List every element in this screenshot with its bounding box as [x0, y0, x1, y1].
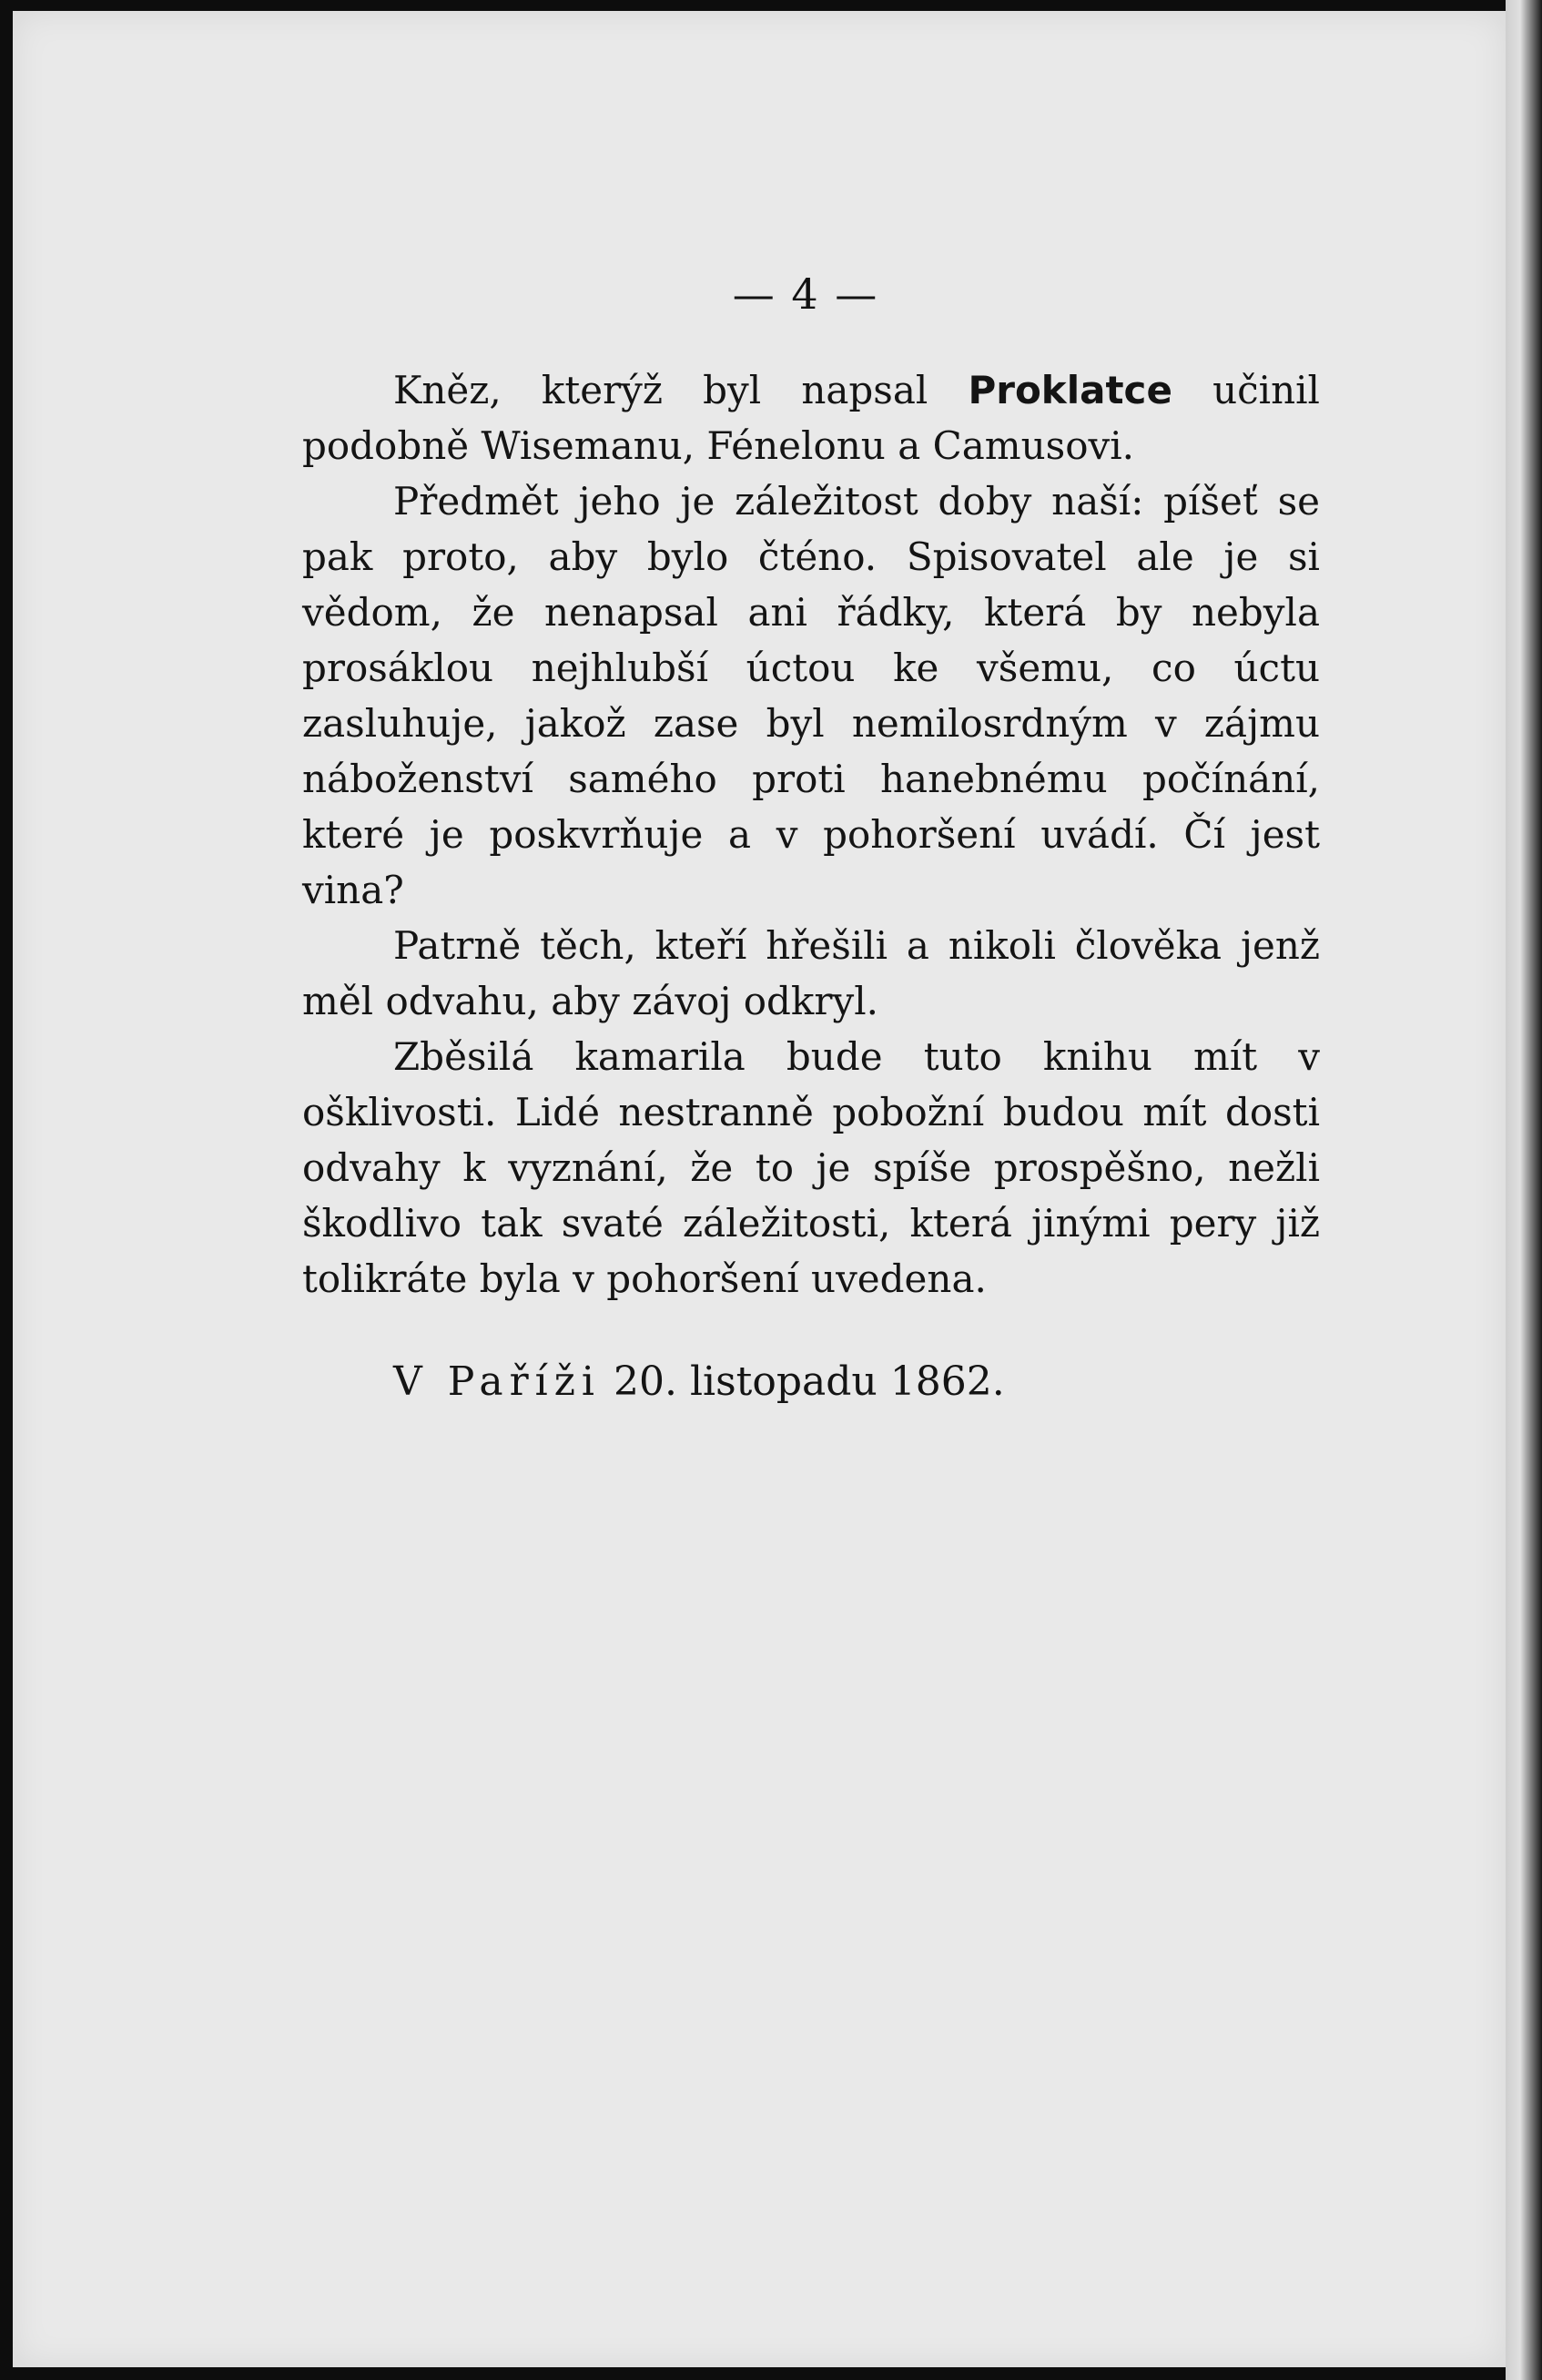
- paragraph-4: [302, 1029, 1320, 1307]
- book-title-proklatce: Proklatce: [968, 368, 1172, 412]
- dateline: [393, 1358, 1005, 1405]
- paragraph-2: [302, 473, 1320, 918]
- dateline-date: 20. listopadu 1862.: [613, 1358, 1005, 1405]
- paragraph-3-text: Patrně těch, kteří hřešili a nikoli člověka jenž měl odvahu, aby závoj odkryl.: [302, 923, 1320, 1023]
- body-text: [302, 362, 1320, 1307]
- page-binding-edge: [1506, 0, 1542, 2380]
- paragraph-2-text: Předmět jeho je záležitost doby naší: píšeť se pak proto, aby bylo čténo. Spisovatel ale je si vědom, že nenapsal ani řádky, která by nebyla prosáklou nejhlubší úctou ke všemu, co úctu zasluhuje, jakož zase byl nemilosrdným v zájmu náboženství samého proti hanebnému počínání, které je poskvrňuje a v pohoršení uvádí. Čí jest vina?: [302, 479, 1320, 912]
- dateline-place: V Paříži: [393, 1358, 601, 1405]
- paragraph-4-text: Zběsilá kamarila bude tuto knihu mít v ošklivosti. Lidé nestranně pobožní budou mít dosti odvahy k vyznání, že to je spíše prospěšno, nežli škodlivo tak svaté záležitosti, která jinými pery již tolikráte byla v pohoršení uvedena.: [302, 1034, 1320, 1301]
- page-number: — 4 —: [732, 270, 879, 319]
- paragraph-1-text-before: Kněz, kterýž byl napsal: [393, 368, 969, 412]
- paragraph-1-text-after: učinil podobně Wisemanu, Fénelonu a Camusovi.: [302, 368, 1320, 468]
- paragraph-3: [302, 918, 1320, 1029]
- paragraph-1: [302, 362, 1320, 473]
